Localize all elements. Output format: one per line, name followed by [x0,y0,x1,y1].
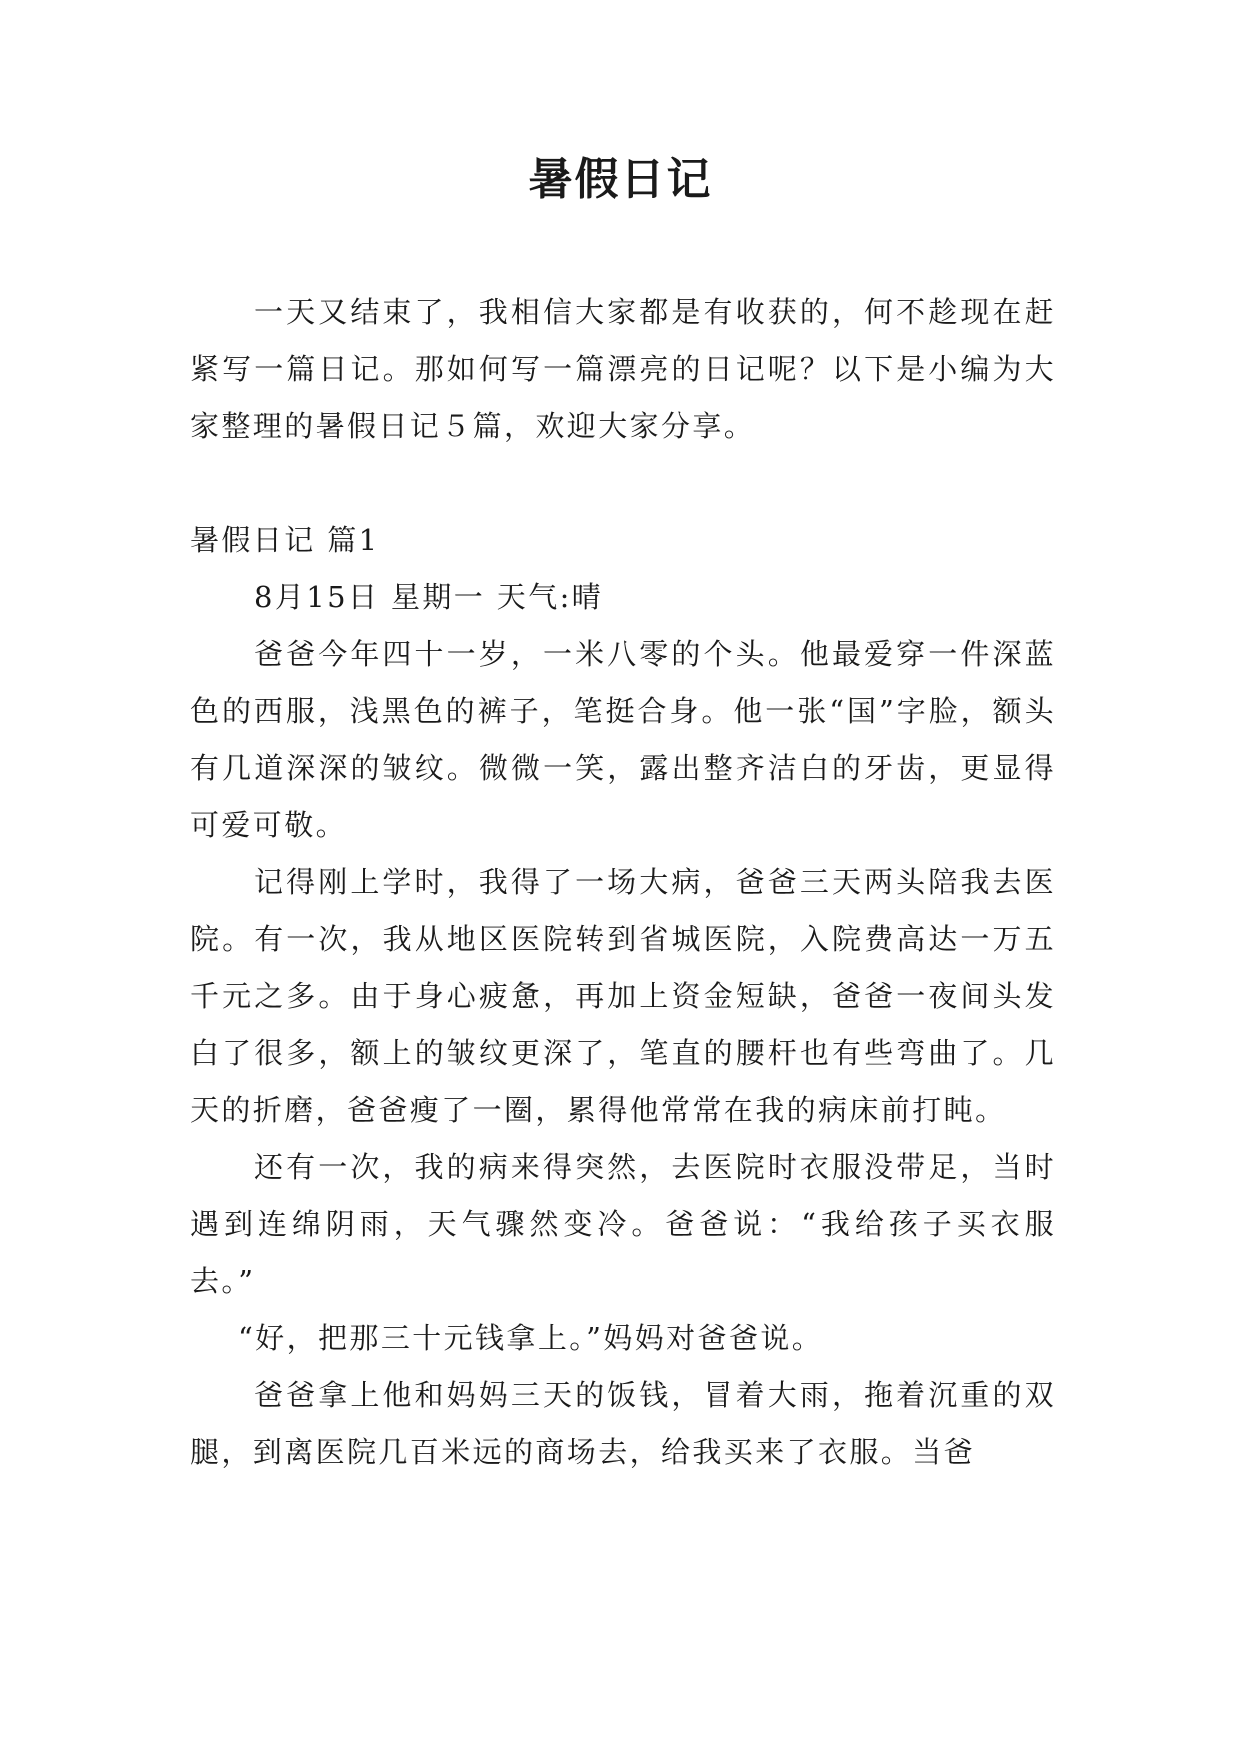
entry-paragraph: “好，把那三十元钱拿上。”妈妈对爸爸说。 [238,1321,824,1355]
entry-heading: 暑假日记 篇1 [190,523,380,557]
document-title: 暑假日记 [528,154,713,205]
entry-paragraph: 爸爸今年四十一岁，一米八零的个头。他最爱穿一件深蓝色的西服，浅黑色的裤子，笔挺合身。他一张“国”字脸，额头有几道深深的皱纹。微微一笑，露出整齐洁白的牙齿，更显得可爱可敬。 [190,637,1056,842]
entry-paragraph: 爸爸拿上他和妈妈三天的饭钱，冒着大雨，拖着沉重的双腿，到离医院几百米远的商场去，给我买来了衣服。当爸 [190,1378,1056,1469]
document-body [190,284,1056,1481]
entry-paragraph: 记得刚上学时，我得了一场大病，爸爸三天两头陪我去医院。有一次，我从地区医院转到省城医院，入院费高达一万五千元之多。由于身心疲惫，再加上资金短缺，爸爸一夜间头发白了很多，额上的皱纹更深了，笔直的腰杆也有些弯曲了。几天的折磨，爸爸瘦了一圈，累得他常常在我的病床前打盹。 [190,865,1056,1127]
entry-date-line: 8月15日 星期一 天气:晴 [254,580,604,614]
entry-paragraph: 还有一次，我的病来得突然，去医院时衣服没带足，当时遇到连绵阴雨，天气骤然变冷。爸爸说：“我给孩子买衣服去。” [190,1150,1056,1298]
intro-paragraph: 一天又结束了，我相信大家都是有收获的，何不趁现在赶紧写一篇日记。那如何写一篇漂亮的日记呢？以下是小编为大家整理的暑假日记５篇，欢迎大家分享。 [190,295,1056,443]
